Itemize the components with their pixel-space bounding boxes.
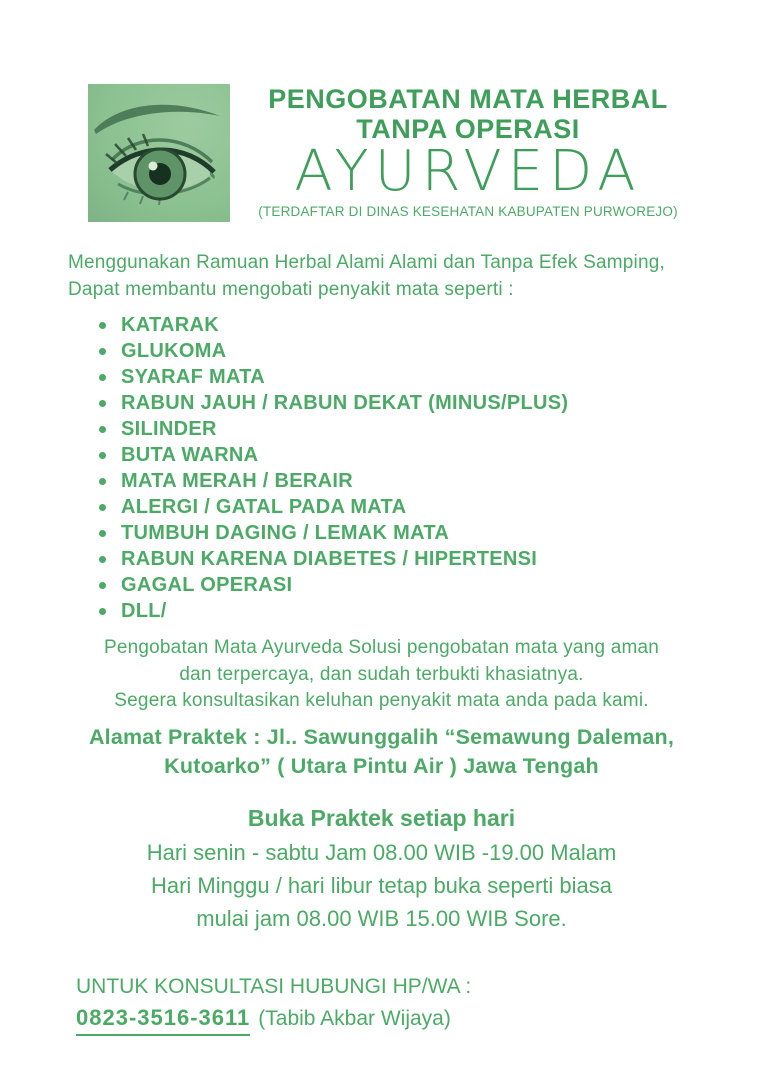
intro-paragraph xyxy=(68,249,763,303)
phone-number-link[interactable]: 0823-3516-3611 xyxy=(76,1002,250,1036)
header-text xyxy=(238,84,698,219)
page-title-line1: PENGOBATAN MATA HERBAL xyxy=(268,84,668,114)
list-item xyxy=(99,546,763,572)
about-line2: dan terpercaya, dan sudah terbukti khasiatnya. xyxy=(179,663,584,685)
schedule-title: Buka Praktek setiap hari xyxy=(247,804,516,831)
condition-label: SILINDER xyxy=(121,418,217,440)
bullet-icon xyxy=(99,426,106,433)
practice-address xyxy=(0,723,763,781)
bullet-icon xyxy=(99,452,106,459)
header xyxy=(0,0,763,222)
schedule-lines xyxy=(0,836,763,935)
intro-line1: Menggunakan Ramuan Herbal Alami Alami dan Tanpa Efek Samping, xyxy=(68,252,665,273)
condition-label: BUTA WARNA xyxy=(121,444,259,466)
contact-label: UNTUK KONSULTASI HUBUNGI HP/WA : xyxy=(76,974,472,998)
bullet-icon xyxy=(99,582,106,589)
schedule-line2: Hari Minggu / hari libur tetap buka seperti biasa xyxy=(150,872,613,898)
condition-label: TUMBUH DAGING / LEMAK MATA xyxy=(121,522,450,544)
list-item xyxy=(99,572,763,598)
list-item xyxy=(99,468,763,494)
list-item xyxy=(99,416,763,442)
bullet-icon xyxy=(99,478,106,485)
practitioner-name: (Tabib Akbar Wijaya) xyxy=(258,1006,451,1030)
condition-label: RABUN JAUH / RABUN DEKAT (MINUS/PLUS) xyxy=(121,392,569,414)
list-item xyxy=(99,520,763,546)
page-title-line2: TANPA OPERASI xyxy=(356,114,580,144)
intro-line2: Dapat membantu mengobati penyakit mata seperti : xyxy=(68,279,514,300)
list-item xyxy=(99,312,763,338)
bullet-icon xyxy=(99,322,106,329)
condition-label: SYARAF MATA xyxy=(121,366,266,388)
list-item xyxy=(99,442,763,468)
condition-label: GLUKOMA xyxy=(121,340,227,362)
list-item xyxy=(99,494,763,520)
condition-label: KATARAK xyxy=(121,314,220,336)
address-line1: Alamat Praktek : Jl.. Sawunggalih “Semawung Daleman, xyxy=(88,724,675,749)
brand-name: AYURVEDA xyxy=(294,139,642,204)
condition-label: DLL/ xyxy=(121,600,167,622)
bullet-icon xyxy=(99,348,106,355)
condition-label: MATA MERAH / BERAIR xyxy=(121,470,353,492)
list-item xyxy=(99,364,763,390)
bullet-icon xyxy=(99,608,106,615)
bullet-icon xyxy=(99,556,106,563)
about-line1: Pengobatan Mata Ayurveda Solusi pengobatan mata yang aman xyxy=(103,637,660,658)
condition-label: ALERGI / GATAL PADA MATA xyxy=(121,496,407,518)
about-paragraph xyxy=(0,635,763,715)
bullet-icon xyxy=(99,400,106,407)
condition-label: RABUN KARENA DIABETES / HIPERTENSI xyxy=(121,548,538,570)
registration-note: (TERDAFTAR DI DINAS KESEHATAN KABUPATEN PURWOREJO) xyxy=(258,204,678,219)
conditions-list xyxy=(99,312,763,624)
condition-label: GAGAL OPERASI xyxy=(121,574,293,596)
list-item xyxy=(99,598,763,624)
list-item xyxy=(99,338,763,364)
contact-section xyxy=(76,971,763,1036)
bullet-icon xyxy=(99,374,106,381)
contact-phone-row xyxy=(76,1002,763,1036)
address-line2: Kutoarko” ( Utara Pintu Air ) Jawa Tengah xyxy=(164,753,599,778)
list-item xyxy=(99,390,763,416)
about-line3: Segera konsultasikan keluhan penyakit mata anda pada kami. xyxy=(114,690,649,711)
schedule-line1: Hari senin - sabtu Jam 08.00 WIB -19.00 Malam xyxy=(146,839,617,865)
eye-photo xyxy=(88,84,230,222)
bullet-icon xyxy=(99,530,106,537)
bullet-icon xyxy=(99,504,106,511)
schedule-line3: mulai jam 08.00 WIB 15.00 WIB Sore. xyxy=(196,905,567,931)
